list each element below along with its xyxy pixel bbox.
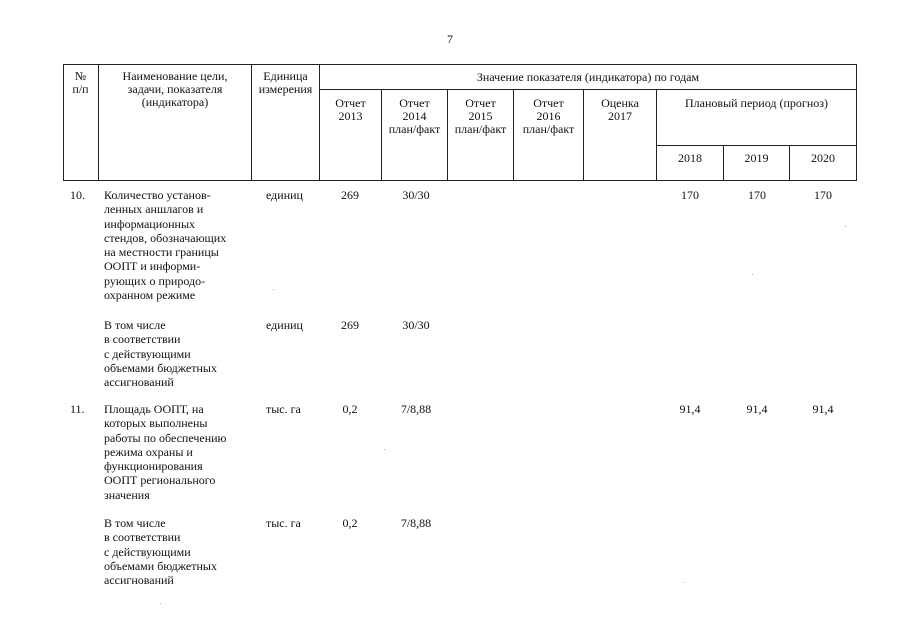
scan-speck	[160, 603, 161, 604]
header-report-2016: Отчет 2016 план/факт	[522, 96, 575, 136]
row-11-name: Площадь ООПТ, на которых выполнены работы по обеспечению режима охраны и функционирования ООПТ регионального значения	[104, 402, 227, 502]
row-11-num: 11.	[70, 402, 85, 416]
header-report-2015: Отчет 2015 план/факт	[454, 96, 507, 136]
row-10-sub-2013: 269	[341, 318, 359, 332]
row-11-2013: 0,2	[342, 402, 358, 416]
row-10-2018: 170	[681, 188, 699, 202]
row-11-2019: 91,4	[746, 402, 768, 416]
row-11-sub-unit: тыс. га	[266, 516, 301, 530]
row-11-2020: 91,4	[812, 402, 834, 416]
header-estimate-2017: Оценка 2017	[601, 96, 639, 123]
header-year-2018: 2018	[678, 151, 702, 165]
header-group: Значение показателя (индикатора) по годам	[476, 70, 700, 84]
header-num: № п/п	[72, 69, 89, 96]
scan-speck	[273, 289, 274, 290]
row-10-name: Количество установ- ленных аншлагов и информационных стендов, обозначающих на местности границы ООПТ и информи- рующих о природо- охранном режиме	[104, 188, 227, 303]
header-report-2014: Отчет 2014 план/факт	[388, 96, 441, 136]
header-name: Наименование цели, задачи, показателя (индикатора)	[122, 69, 228, 109]
row-11-sub-2013: 0,2	[342, 516, 358, 530]
scan-speck	[384, 449, 385, 450]
row-10-2014: 30/30	[402, 188, 430, 202]
row-10-sub-2014: 30/30	[402, 318, 430, 332]
table-header	[63, 64, 857, 181]
row-11-sub-name: В том числе в соответствии с действующими объемами бюджетных ассигнований	[104, 516, 217, 588]
row-10-2020: 170	[814, 188, 832, 202]
header-year-2019: 2019	[744, 151, 769, 165]
row-10-sub-unit: единиц	[266, 318, 303, 332]
scan-speck	[684, 582, 685, 583]
scan-speck	[752, 274, 753, 275]
row-10-sub-name: В том числе в соответствии с действующими объемами бюджетных ассигнований	[104, 318, 217, 390]
scan-speck	[845, 226, 846, 227]
header-report-2013: Отчет 2013	[335, 96, 366, 123]
row-10-2013: 269	[341, 188, 359, 202]
header-plan-period: Плановый период (прогноз)	[685, 96, 828, 110]
header-year-2020: 2020	[811, 151, 835, 165]
header-unit: Единица измерения	[258, 69, 313, 96]
row-11-sub-2014: 7/8,88	[400, 516, 432, 530]
row-10-2019: 170	[748, 188, 766, 202]
row-11-2018: 91,4	[679, 402, 701, 416]
row-11-2014: 7/8,88	[400, 402, 432, 416]
row-11-unit: тыс. га	[266, 402, 301, 416]
row-10-unit: единиц	[266, 188, 303, 202]
page-number: 7	[447, 32, 453, 46]
row-10-num: 10.	[70, 188, 85, 202]
